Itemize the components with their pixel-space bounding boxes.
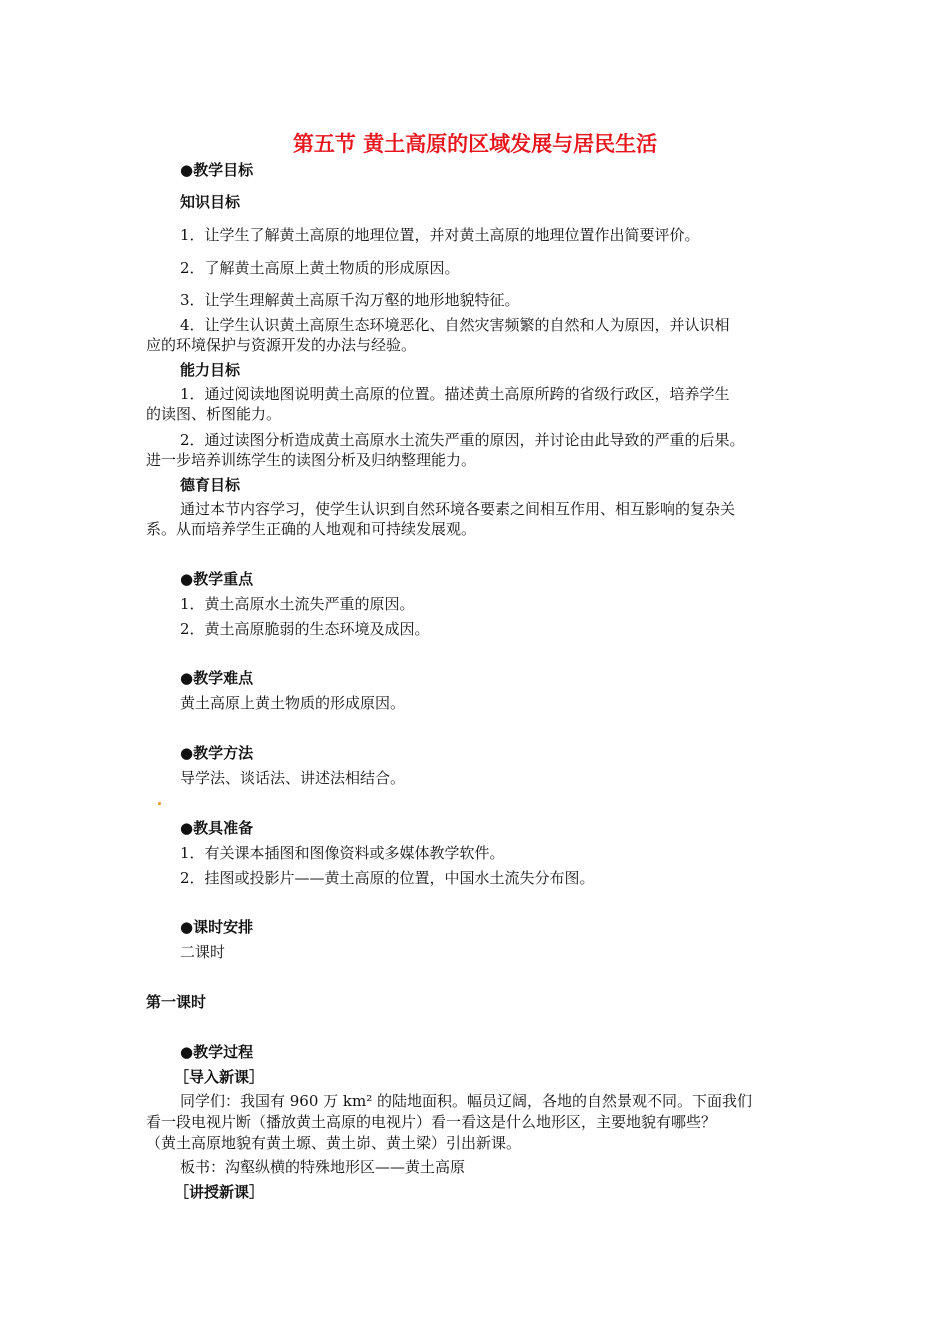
new-lesson-heading: ［讲授新课］ xyxy=(174,1183,265,1201)
key-point-item: 1．黄土高原水土流失严重的原因。 xyxy=(180,595,415,613)
intro-heading: ［导入新课］ xyxy=(174,1068,265,1086)
key-points-heading: ●教学重点 xyxy=(180,570,254,588)
document-title: 第五节 黄土高原的区域发展与居民生活 xyxy=(292,131,658,156)
knowledge-goal-item-cont: 应的环境保护与资源开发的办法与经验。 xyxy=(146,336,417,354)
knowledge-goal-item: 1．让学生了解黄土高原的地理位置，并对黄土高原的地理位置作出简要评价。 xyxy=(180,226,700,244)
knowledge-goal-item: 2．了解黄土高原上黄土物质的形成原因。 xyxy=(180,259,460,277)
ability-goals-heading: 能力目标 xyxy=(180,361,241,379)
ability-goal-line: 1．通过阅读地图说明黄土高原的位置。描述黄土高原所跨的省级行政区，培养学生 xyxy=(180,385,730,403)
lesson-one-heading: 第一课时 xyxy=(146,993,207,1011)
stray-mark xyxy=(158,802,161,805)
difficulties-heading: ●教学难点 xyxy=(180,669,254,687)
ability-goal-line: 进一步培养训练学生的读图分析及归纳整理能力。 xyxy=(146,451,477,469)
knowledge-goals-heading: 知识目标 xyxy=(180,193,241,211)
tools-heading: ●教具准备 xyxy=(180,819,254,837)
methods-text: 导学法、谈话法、讲述法相结合。 xyxy=(180,769,406,787)
knowledge-goal-item: 3．让学生理解黄土高原千沟万壑的地形地貌特征。 xyxy=(180,291,520,309)
process-heading: ●教学过程 xyxy=(180,1043,254,1061)
methods-heading: ●教学方法 xyxy=(180,744,254,762)
schedule-text: 二课时 xyxy=(180,943,226,961)
schedule-heading: ●课时安排 xyxy=(180,918,254,936)
knowledge-goal-item: 4．让学生认识黄土高原生态环境恶化、自然灾害频繁的自然和人为原因，并认识相 xyxy=(180,316,730,334)
moral-goal-line: 通过本节内容学习，使学生认识到自然环境各要素之间相互作用、相互影响的复杂关 xyxy=(180,500,736,518)
board-text: 板书：沟壑纵横的特殊地形区——黄土高原 xyxy=(180,1158,466,1176)
intro-line: 同学们：我国有 960 万 km² 的陆地面积。幅员辽阔，各地的自然景观不同。下面我们 xyxy=(180,1092,753,1110)
moral-goal-line: 系。从而培养学生正确的人地观和可持续发展观。 xyxy=(146,520,477,538)
intro-line: 看一段电视片断（播放黄土高原的电视片）看一看这是什么地形区，主要地貌有哪些？ xyxy=(146,1113,717,1131)
key-point-item: 2．黄土高原脆弱的生态环境及成因。 xyxy=(180,620,430,638)
intro-line: （黄土高原地貌有黄土塬、黄土峁、黄土梁）引出新课。 xyxy=(146,1134,522,1152)
ability-goal-line: 2．通过读图分析造成黄土高原水土流失严重的原因，并讨论由此导致的严重的后果。 xyxy=(180,431,745,449)
tools-item: 1．有关课本插图和图像资料或多媒体教学软件。 xyxy=(180,844,505,862)
tools-item: 2．挂图或投影片——黄土高原的位置，中国水土流失分布图。 xyxy=(180,869,595,887)
difficulties-text: 黄土高原上黄土物质的形成原因。 xyxy=(180,694,406,712)
ability-goal-line: 的读图、析图能力。 xyxy=(146,405,282,423)
moral-goals-heading: 德育目标 xyxy=(180,476,241,494)
teaching-goals-heading: ●教学目标 xyxy=(180,161,254,179)
